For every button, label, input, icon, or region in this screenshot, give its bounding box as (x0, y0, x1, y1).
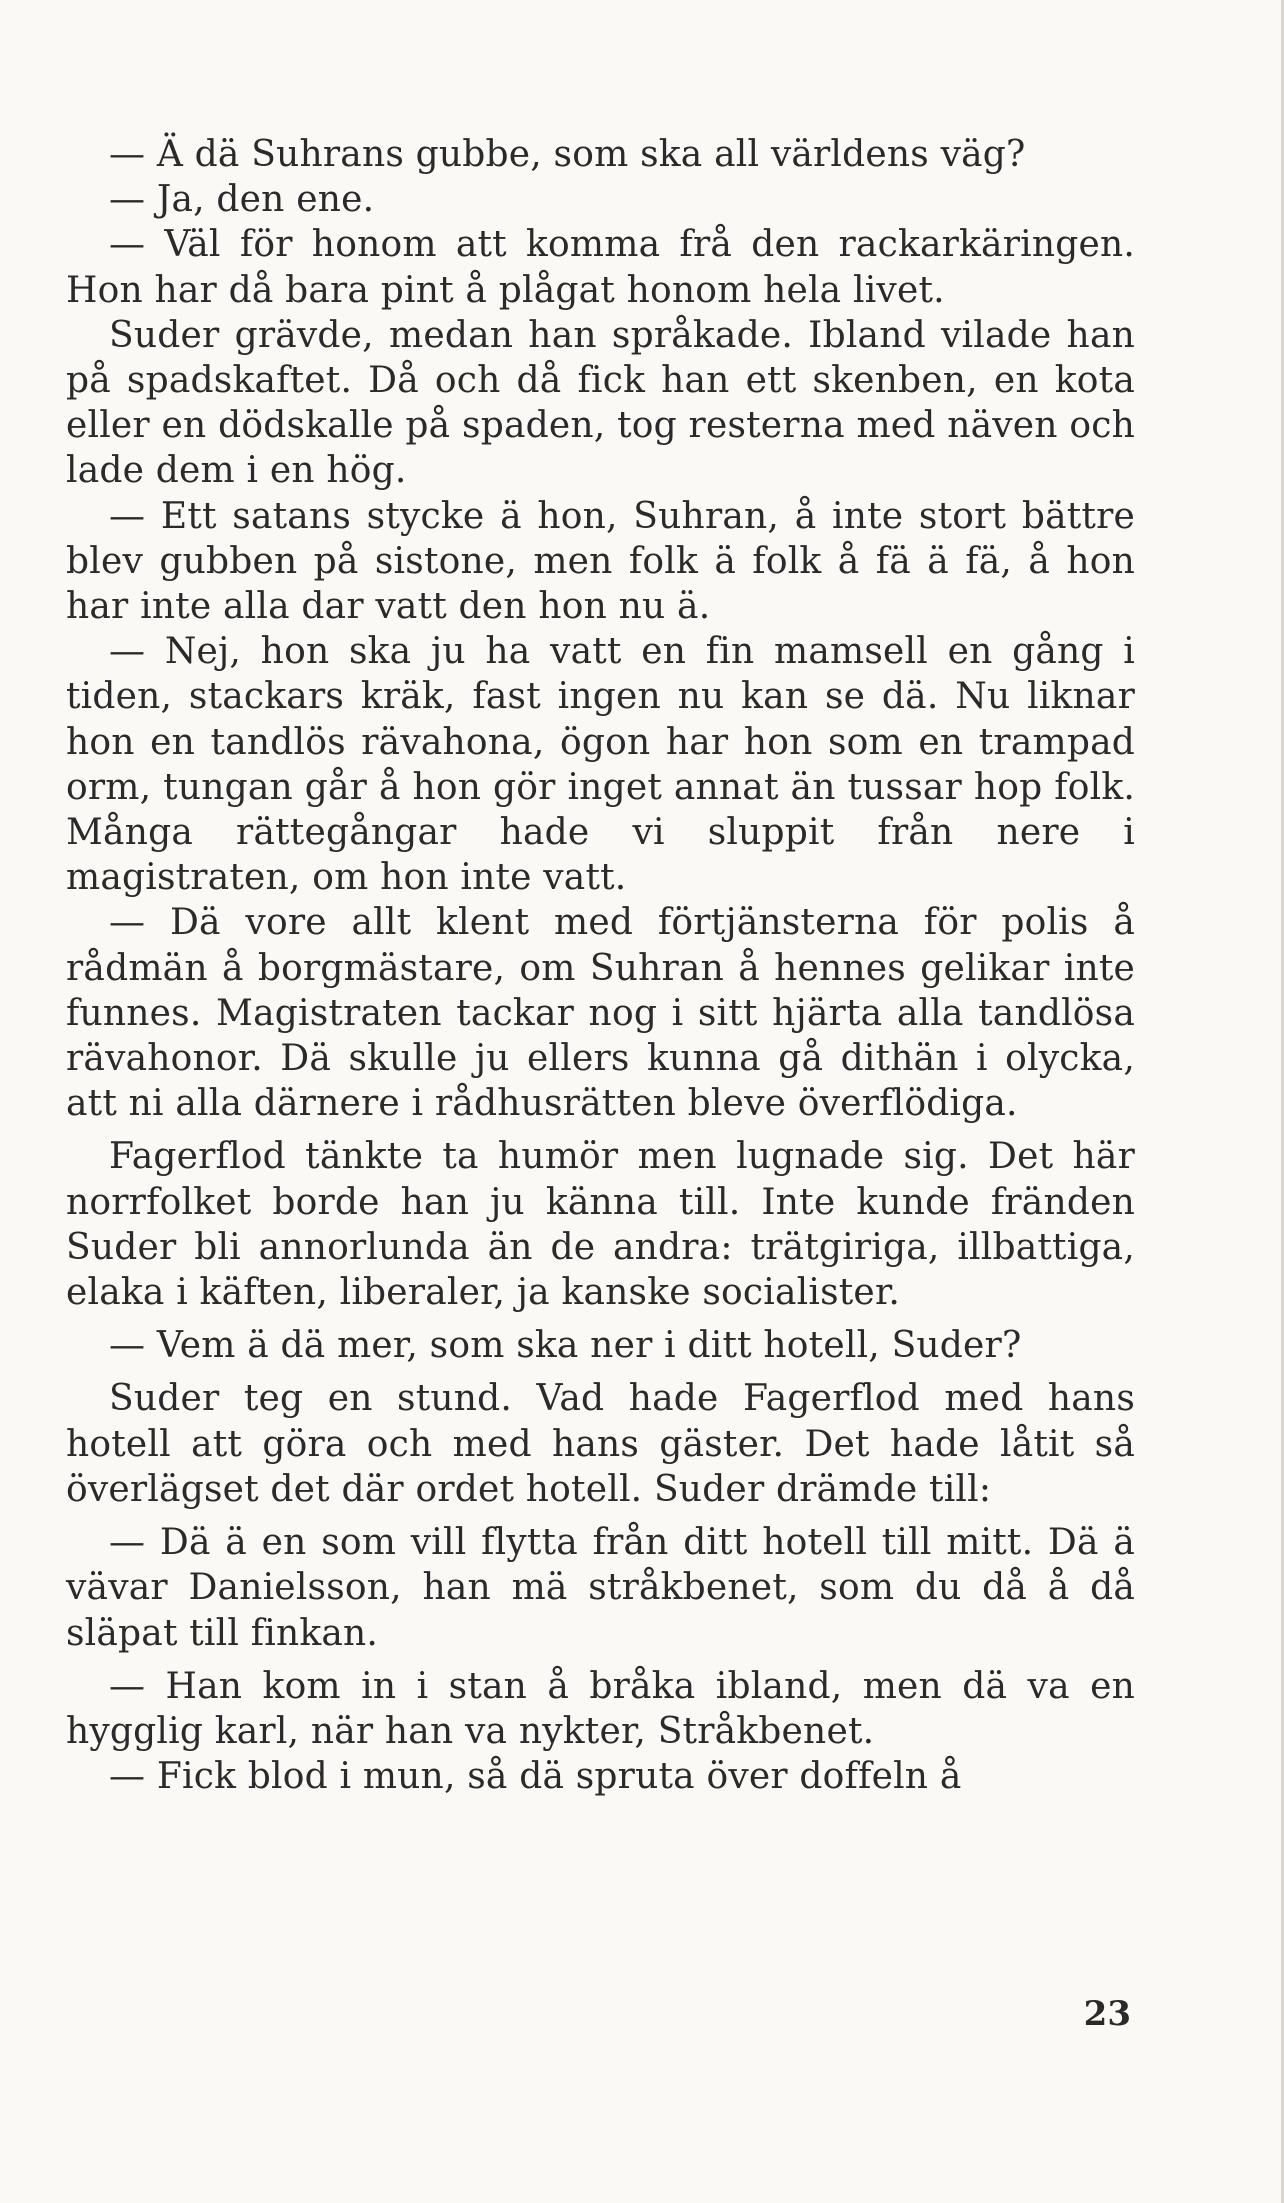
paragraph: — Dä vore allt klent med förtjänsterna för polis å rådmän å borgmästare, om Suhran å hennes gelikar inte funnes. Magistraten tackar nog i sitt hjärta alla tandlösa rävahonor. Dä skulle ju ellers kunna gå dithän i olycka, att ni alla därnere i rådhusrätten bleve överflödiga. (66, 902, 1135, 1125)
paragraph: — Dä ä en som vill flytta från ditt hotell till mitt. Dä ä vävar Danielsson, han mä stråkbenet, som du då å då släpat till finkan. (66, 1522, 1135, 1654)
paragraph: — Ja, den ene. (109, 179, 375, 221)
paragraph: — Vem ä dä mer, som ska ner i ditt hotell, Suder? (109, 1325, 1022, 1367)
paragraph: — Ett satans stycke ä hon, Suhran, å inte stort bättre blev gubben på sistone, men folk ä folk å fä ä fä, å hon har inte alla dar vatt den hon nu ä. (66, 495, 1135, 628)
paragraph: Suder teg en stund. Vad hade Fagerflod med hans hotell att göra och med hans gäster. Det hade låtit så överlägset det där ordet hotell. Suder drämde till: (66, 1378, 1135, 1510)
paragraph: Suder grävde, medan han språkade. Ibland vilade han på spadskaftet. Då och då fick han ett skenben, en kota eller en dödskalle på spaden, tog resterna med näven och lade dem i en hög. (66, 314, 1135, 492)
paragraph: — Fick blod i mun, så dä spruta över doffeln å (109, 1756, 962, 1798)
paragraph: — Ä dä Suhrans gubbe, som ska all världens väg? (109, 134, 1026, 175)
paragraph: — Väl för honom att komma frå den rackarkäringen. Hon har då bara pint å plågat honom hela livet. (66, 224, 1135, 311)
paragraph: — Nej, hon ska ju ha vatt en fin mamsell en gång i tiden, stackars kräk, fast ingen nu kan se dä. Nu liknar hon en tandlös rävahona, ögon har hon som en trampad orm, tungan går å hon gör inget annat än tussar hop folk. Många rättegångar hade vi sluppit från nere i magistraten, om hon inte vatt. (66, 631, 1135, 899)
paragraph: — Han kom in i stan å bråka ibland, men dä va en hygglig karl, när han va nykter, Stråkbenet. (66, 1665, 1135, 1752)
body-text (66, 132, 1135, 1799)
paragraph: Fagerflod tänkte ta humör men lugnade sig. Det här norrfolket borde han ju känna till. Inte kunde fränden Suder bli annorlunda än de andra: trätgiriga, illbattiga, elaka i käften, liberaler, ja kanske socialister. (66, 1136, 1135, 1314)
page-number: 23 (1083, 1994, 1131, 2034)
